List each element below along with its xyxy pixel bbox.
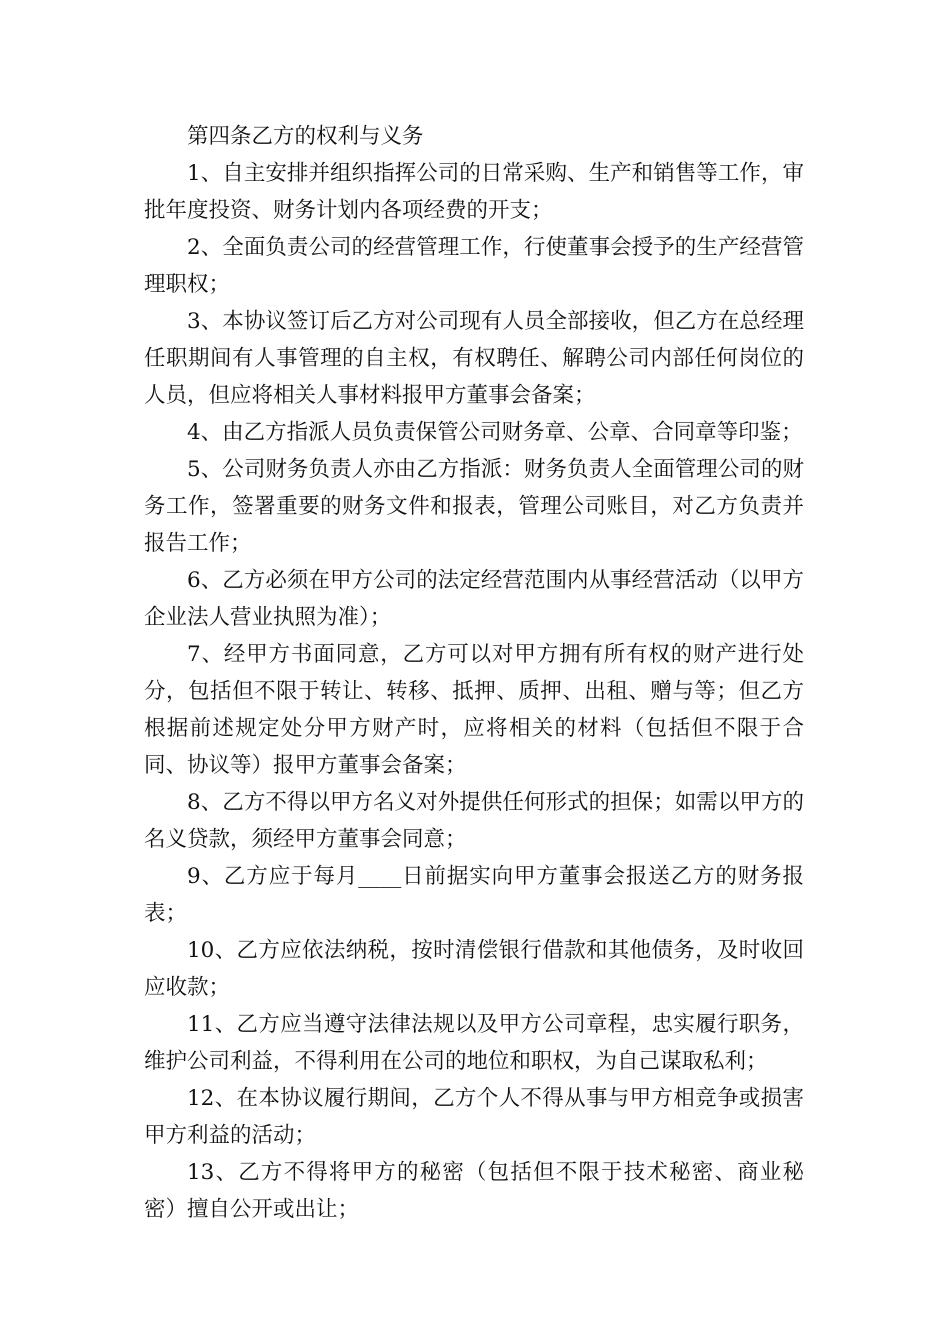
clause-paragraph: 3、本协议签订后乙方对公司现有人员全部接收，但乙方在总经理任职期间有人事管理的自主权，有权聘任、解聘公司内部任何岗位的人员，但应将相关人事材料报甲方董事会备案； [144,309,804,408]
clause-paragraph: 6、乙方必须在甲方公司的法定经营范围内从事经营活动（以甲方企业法人营业执照为准）； [144,568,804,630]
clause-paragraph: 9、乙方应于每月____日前据实向甲方董事会报送乙方的财务报表； [144,864,804,926]
clause-paragraph: 12、在本协议履行期间，乙方个人不得从事与甲方相竞争或损害甲方利益的活动； [144,1086,804,1148]
article-heading: 第四条乙方的权利与义务 [187,124,424,149]
clause-paragraph: 7、经甲方书面同意，乙方可以对甲方拥有所有权的财产进行处分，包括但不限于转让、转移、抵押、质押、出租、赠与等；但乙方根据前述规定处分甲方财产时，应将相关的材料（包括但不限于合同、协议等）报甲方董事会备案； [144,642,804,778]
clause-paragraph: 11、乙方应当遵守法律法规以及甲方公司章程，忠实履行职务，维护公司利益，不得利用在公司的地位和职权，为自己谋取私利； [144,1012,804,1074]
clause-paragraph: 8、乙方不得以甲方名义对外提供任何形式的担保；如需以甲方的名义贷款，须经甲方董事会同意； [144,790,804,852]
clause-paragraph: 1、自主安排并组织指挥公司的日常采购、生产和销售等工作，审批年度投资、财务计划内各项经费的开支； [144,161,804,223]
clause-paragraph: 13、乙方不得将甲方的秘密（包括但不限于技术秘密、商业秘密）擅自公开或出让； [144,1160,804,1222]
clause-paragraph: 4、由乙方指派人员负责保管公司财务章、公章、合同章等印鉴； [187,420,803,445]
clause-paragraph: 10、乙方应依法纳税，按时清偿银行借款和其他债务，及时收回应收款； [144,938,804,1000]
clause-paragraph: 5、公司财务负责人亦由乙方指派：财务负责人全面管理公司的财务工作，签署重要的财务文件和报表，管理公司账目，对乙方负责并报告工作； [144,457,804,556]
clause-paragraph: 2、全面负责公司的经营管理工作，行使董事会授予的生产经营管理职权； [144,235,804,297]
document-page [144,118,804,1228]
